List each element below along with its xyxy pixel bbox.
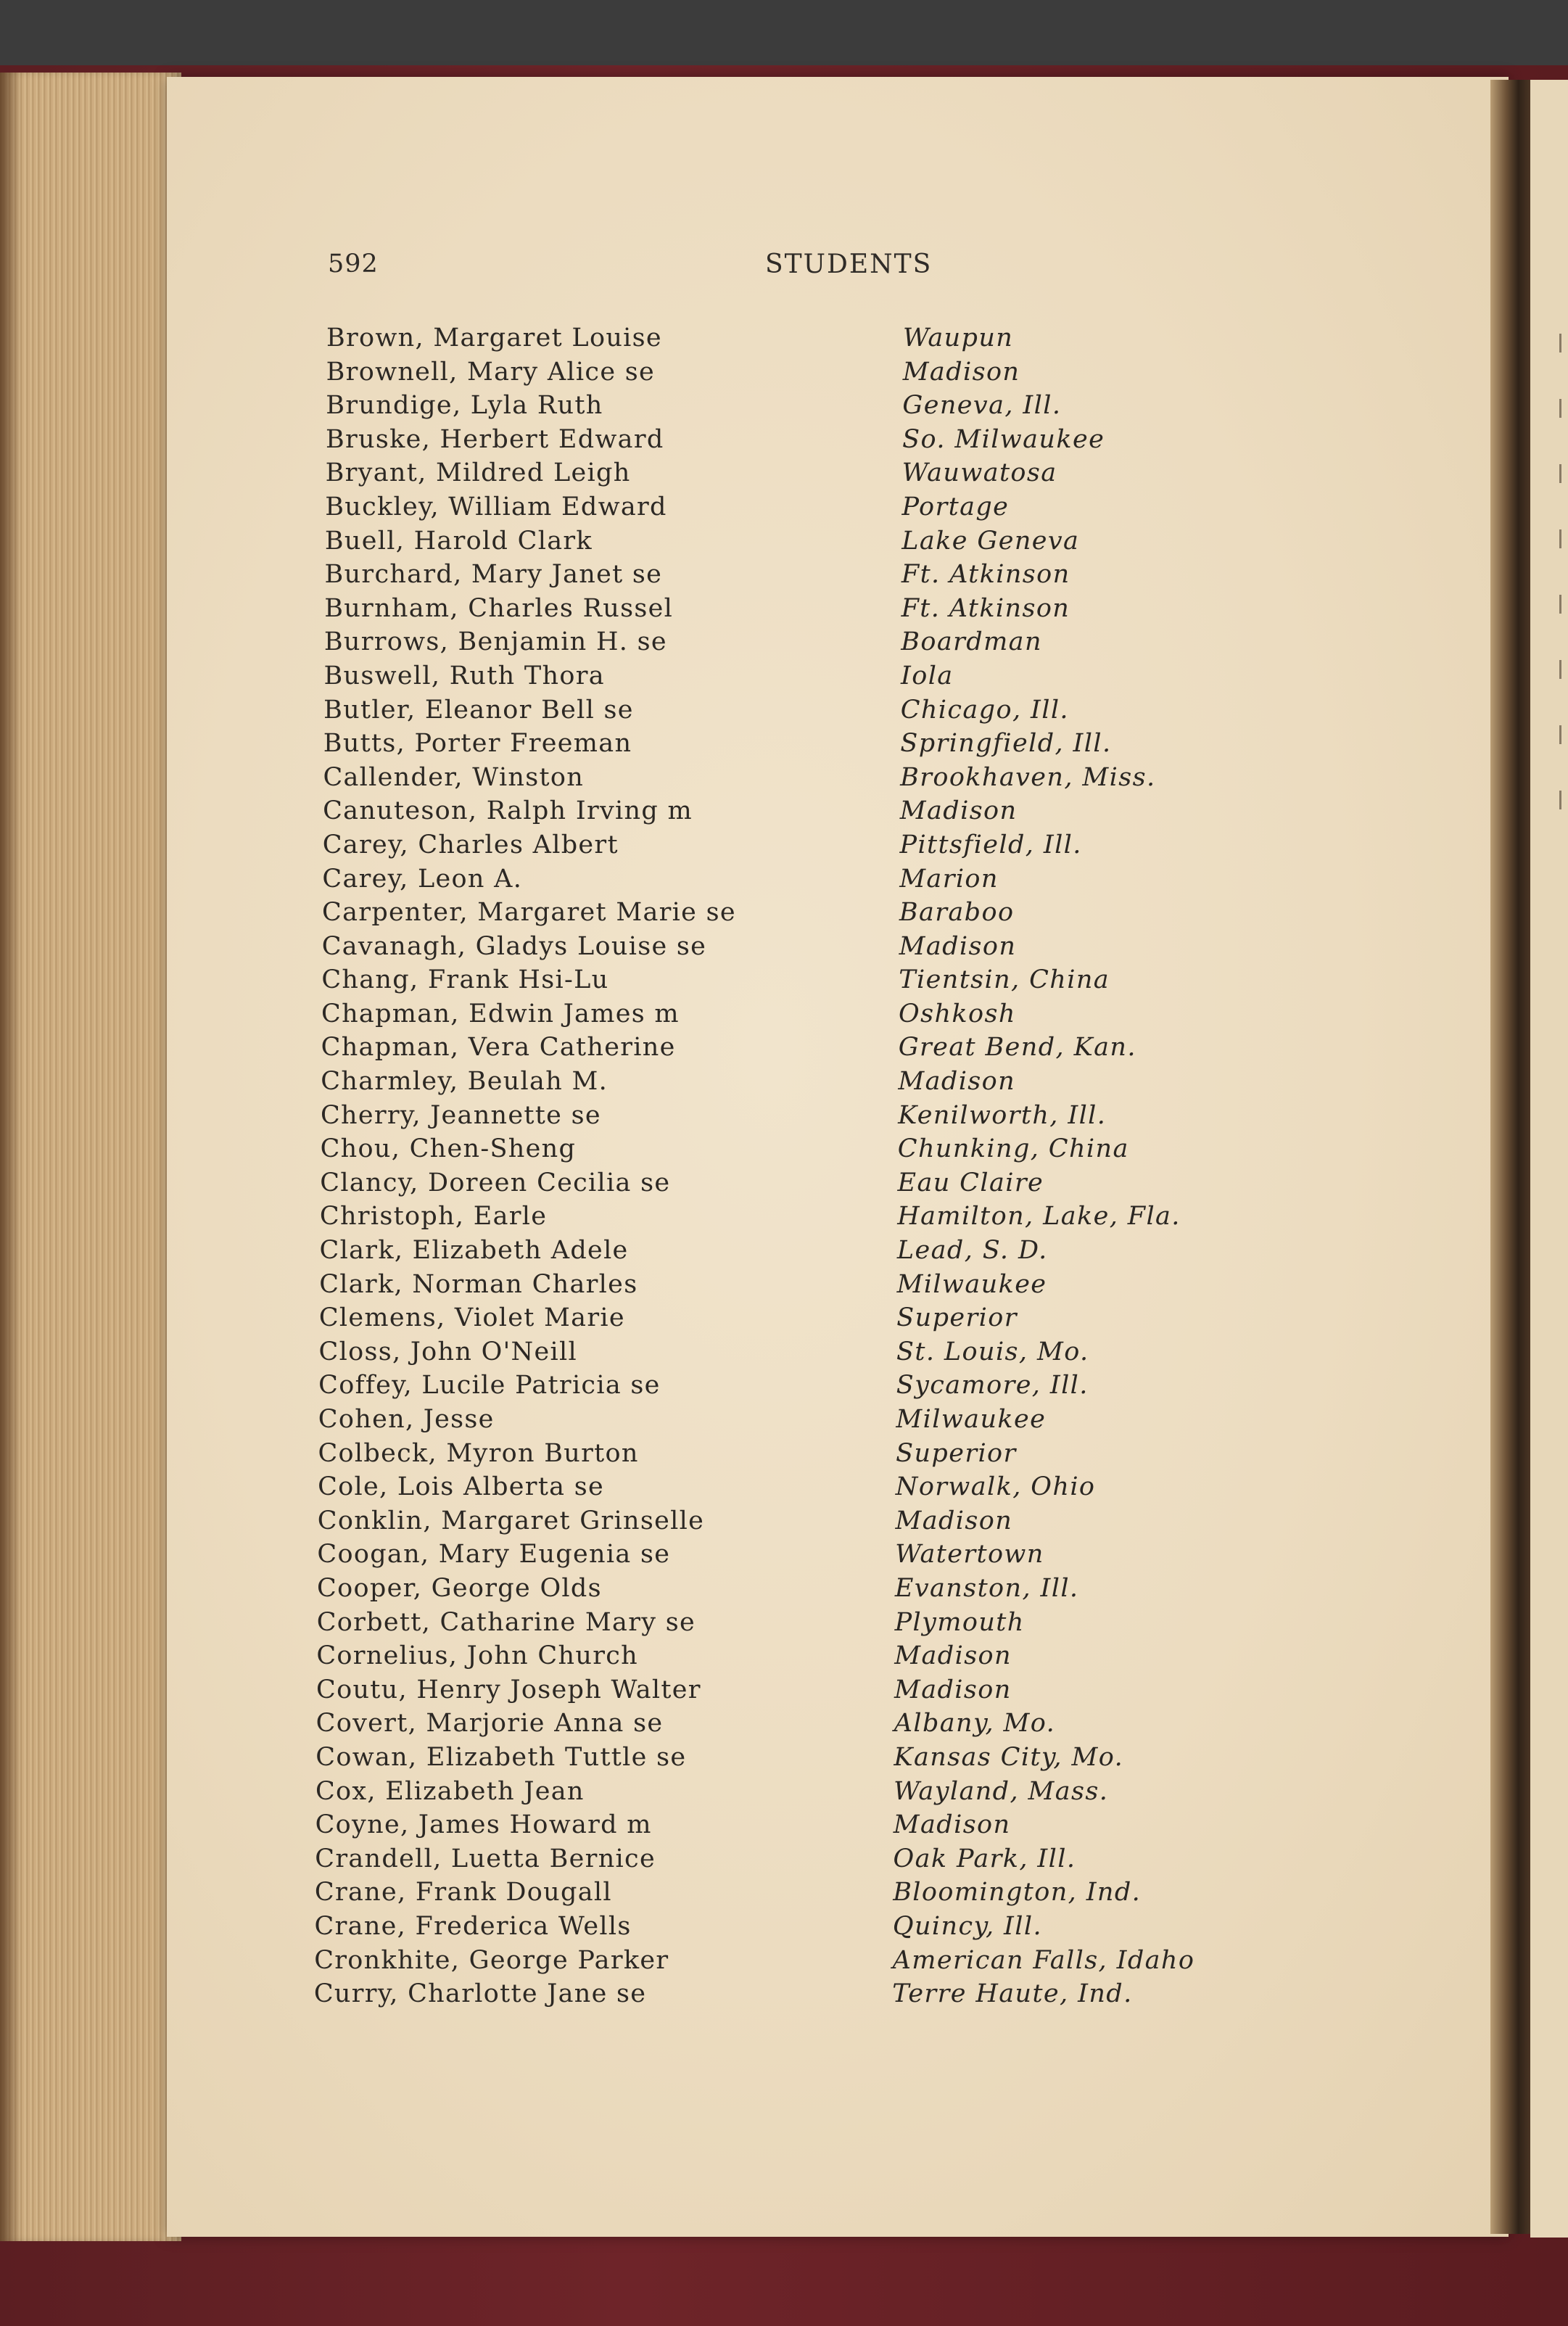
student-name: Cole, Lois Alberta se bbox=[318, 1472, 605, 1502]
student-name: Clark, Norman Charles bbox=[319, 1269, 638, 1299]
student-name: Cox, Elizabeth Jean bbox=[315, 1776, 585, 1806]
student-hometown: Brookhaven, Miss. bbox=[900, 762, 1156, 792]
student-name: Buckley, William Edward bbox=[325, 492, 667, 521]
student-entry bbox=[305, 1335, 1247, 1369]
student-entry bbox=[305, 693, 1247, 727]
student-entry bbox=[305, 828, 1247, 862]
student-entry bbox=[305, 490, 1247, 524]
student-hometown: Quincy, Ill. bbox=[892, 1911, 1042, 1941]
student-hometown: Great Bend, Kan. bbox=[898, 1033, 1136, 1063]
student-name: Clark, Elizabeth Adele bbox=[319, 1236, 629, 1266]
student-name: Canuteson, Ralph Irving m bbox=[323, 796, 693, 826]
student-name: Carey, Leon A. bbox=[322, 864, 523, 894]
student-hometown: Madison bbox=[893, 1810, 1011, 1840]
student-list bbox=[305, 321, 1247, 2011]
facing-page-mark bbox=[1559, 660, 1561, 679]
student-hometown: Milwaukee bbox=[896, 1405, 1047, 1434]
student-hometown: Madison bbox=[902, 357, 1020, 387]
student-hometown: So. Milwaukee bbox=[902, 424, 1105, 454]
student-entry bbox=[305, 389, 1247, 423]
student-hometown: Marion bbox=[899, 864, 999, 894]
student-hometown: Terre Haute, Ind. bbox=[892, 1979, 1133, 2009]
student-name: Charmley, Beulah M. bbox=[321, 1067, 608, 1097]
student-hometown: St. Louis, Mo. bbox=[896, 1337, 1089, 1366]
student-name: Christoph, Earle bbox=[319, 1202, 548, 1232]
student-entry bbox=[305, 1673, 1247, 1707]
student-entry bbox=[305, 1842, 1247, 1876]
student-hometown: American Falls, Idaho bbox=[892, 1945, 1195, 1975]
student-hometown: Bloomington, Ind. bbox=[893, 1878, 1142, 1908]
student-name: Crandell, Luetta Bernice bbox=[315, 1844, 656, 1873]
page-edges bbox=[0, 73, 181, 2241]
student-entry bbox=[305, 997, 1247, 1031]
student-hometown: Madison bbox=[898, 1067, 1016, 1097]
student-name: Colbeck, Myron Burton bbox=[318, 1438, 639, 1468]
facing-page-mark bbox=[1559, 595, 1561, 614]
student-name: Bruske, Herbert Edward bbox=[325, 424, 664, 454]
student-entry bbox=[305, 355, 1247, 389]
student-entry bbox=[305, 1504, 1247, 1538]
student-entry bbox=[305, 1910, 1247, 1944]
student-hometown: Madison bbox=[895, 1506, 1013, 1535]
student-name: Closs, John O'Neill bbox=[318, 1337, 577, 1366]
student-entry bbox=[305, 1538, 1247, 1572]
student-hometown: Madison bbox=[899, 931, 1017, 961]
student-entry bbox=[305, 1572, 1247, 1606]
student-entry bbox=[305, 1065, 1247, 1099]
student-entry bbox=[305, 625, 1247, 659]
student-name: Burrows, Benjamin H. se bbox=[323, 627, 667, 657]
book-gutter bbox=[1490, 80, 1530, 2234]
student-entry bbox=[305, 794, 1247, 828]
student-hometown: Sycamore, Ill. bbox=[896, 1371, 1089, 1401]
student-entry bbox=[305, 727, 1247, 761]
student-hometown: Waupun bbox=[903, 323, 1014, 352]
student-hometown: Tientsin, China bbox=[899, 965, 1110, 995]
student-hometown: Kenilworth, Ill. bbox=[898, 1100, 1107, 1130]
student-entry bbox=[305, 862, 1247, 896]
student-hometown: Oak Park, Ill. bbox=[893, 1844, 1076, 1873]
student-entry bbox=[305, 1808, 1247, 1842]
facing-page-edge bbox=[1530, 80, 1568, 2238]
student-hometown: Milwaukee bbox=[896, 1269, 1047, 1299]
student-name: Coogan, Mary Eugenia se bbox=[317, 1540, 671, 1570]
student-name: Cavanagh, Gladys Louise se bbox=[321, 931, 707, 961]
student-entry bbox=[305, 1944, 1247, 1978]
student-hometown: Pittsfield, Ill. bbox=[899, 830, 1082, 859]
student-entry bbox=[305, 659, 1247, 693]
student-entry bbox=[305, 1977, 1247, 2011]
student-name: Covert, Marjorie Anna se bbox=[315, 1709, 664, 1739]
student-name: Brundige, Lyla Ruth bbox=[326, 391, 603, 421]
student-hometown: Superior bbox=[896, 1438, 1017, 1468]
student-name: Butts, Porter Freeman bbox=[323, 729, 632, 759]
student-name: Conklin, Margaret Grinselle bbox=[317, 1506, 705, 1535]
student-entry bbox=[305, 1301, 1247, 1335]
student-entry bbox=[305, 423, 1247, 457]
student-hometown: Chicago, Ill. bbox=[900, 695, 1069, 725]
page-number: 592 bbox=[328, 249, 379, 279]
student-name: Bryant, Mildred Leigh bbox=[325, 458, 631, 488]
student-entry bbox=[305, 558, 1247, 592]
student-hometown: Albany, Mo. bbox=[894, 1709, 1056, 1739]
student-entry bbox=[305, 1200, 1247, 1234]
student-entry bbox=[305, 963, 1247, 997]
student-hometown: Wayland, Mass. bbox=[894, 1776, 1109, 1806]
student-entry bbox=[305, 930, 1247, 964]
facing-page-mark bbox=[1559, 529, 1561, 548]
student-entry bbox=[305, 456, 1247, 490]
student-hometown: Wauwatosa bbox=[901, 458, 1057, 488]
student-name: Coffey, Lucile Patricia se bbox=[318, 1371, 661, 1401]
student-hometown: Plymouth bbox=[894, 1607, 1025, 1637]
student-hometown: Kansas City, Mo. bbox=[894, 1742, 1124, 1772]
student-entry bbox=[305, 1775, 1247, 1809]
student-entry bbox=[305, 1132, 1247, 1166]
student-name: Coyne, James Howard m bbox=[315, 1810, 652, 1840]
student-entry bbox=[305, 524, 1247, 558]
facing-page-mark bbox=[1559, 464, 1561, 483]
student-hometown: Madison bbox=[899, 796, 1018, 826]
student-hometown: Hamilton, Lake, Fla. bbox=[897, 1202, 1181, 1232]
student-hometown: Madison bbox=[894, 1641, 1012, 1671]
student-hometown: Madison bbox=[894, 1675, 1012, 1704]
student-name: Coutu, Henry Joseph Walter bbox=[316, 1675, 701, 1704]
student-hometown: Watertown bbox=[895, 1540, 1044, 1570]
student-hometown: Ft. Atkinson bbox=[901, 593, 1070, 623]
student-hometown: Boardman bbox=[901, 627, 1042, 657]
student-entry bbox=[305, 896, 1247, 930]
student-entry bbox=[305, 592, 1247, 626]
student-name: Burchard, Mary Janet se bbox=[324, 560, 663, 590]
student-hometown: Baraboo bbox=[899, 898, 1015, 928]
student-entry bbox=[305, 1639, 1247, 1673]
student-entry bbox=[305, 1403, 1247, 1437]
facing-page-mark bbox=[1559, 791, 1561, 809]
student-hometown: Ft. Atkinson bbox=[901, 560, 1070, 590]
student-hometown: Chunking, China bbox=[897, 1134, 1129, 1164]
student-entry bbox=[305, 1741, 1247, 1775]
page-title: STUDENTS bbox=[765, 249, 933, 279]
student-entry bbox=[305, 1876, 1247, 1910]
student-entry bbox=[305, 321, 1247, 355]
student-name: Cherry, Jeannette se bbox=[320, 1100, 601, 1130]
student-entry bbox=[305, 1031, 1247, 1065]
student-name: Cornelius, John Church bbox=[316, 1641, 638, 1671]
student-hometown: Evanston, Ill. bbox=[894, 1573, 1079, 1603]
student-name: Callender, Winston bbox=[323, 762, 585, 792]
student-name: Chapman, Edwin James m bbox=[321, 999, 680, 1028]
student-entry bbox=[305, 1707, 1247, 1741]
student-entry bbox=[305, 1268, 1247, 1302]
student-entry bbox=[305, 1606, 1247, 1640]
student-name: Clancy, Doreen Cecilia se bbox=[320, 1168, 671, 1197]
student-hometown: Geneva, Ill. bbox=[902, 391, 1062, 421]
student-name: Chang, Frank Hsi-Lu bbox=[321, 965, 609, 995]
student-name: Butler, Eleanor Bell se bbox=[323, 695, 634, 725]
student-name: Carpenter, Margaret Marie se bbox=[322, 898, 736, 928]
facing-page-mark bbox=[1559, 725, 1561, 744]
student-hometown: Norwalk, Ohio bbox=[895, 1472, 1096, 1502]
student-name: Chapman, Vera Catherine bbox=[321, 1033, 676, 1063]
student-entry bbox=[305, 1099, 1247, 1133]
student-name: Carey, Charles Albert bbox=[322, 830, 619, 859]
facing-page-mark bbox=[1559, 399, 1561, 418]
student-entry bbox=[305, 761, 1247, 795]
student-name: Cowan, Elizabeth Tuttle se bbox=[315, 1742, 687, 1772]
student-hometown: Lead, S. D. bbox=[896, 1236, 1048, 1266]
student-hometown: Portage bbox=[901, 492, 1010, 521]
student-entry bbox=[305, 1369, 1247, 1403]
facing-page-mark bbox=[1559, 334, 1561, 352]
student-name: Corbett, Catharine Mary se bbox=[316, 1607, 696, 1637]
student-name: Curry, Charlotte Jane se bbox=[313, 1979, 647, 2009]
student-name: Buswell, Ruth Thora bbox=[323, 661, 605, 690]
student-hometown: Lake Geneva bbox=[901, 526, 1080, 556]
student-hometown: Oshkosh bbox=[899, 999, 1016, 1028]
student-entry bbox=[305, 1470, 1247, 1504]
student-hometown: Iola bbox=[901, 661, 954, 690]
student-entry bbox=[305, 1166, 1247, 1200]
student-name: Cronkhite, George Parker bbox=[314, 1945, 669, 1975]
student-name: Brownell, Mary Alice se bbox=[326, 357, 656, 387]
student-name: Cooper, George Olds bbox=[317, 1573, 602, 1603]
student-entry bbox=[305, 1234, 1247, 1268]
student-name: Crane, Frederica Wells bbox=[314, 1911, 632, 1941]
student-hometown: Eau Claire bbox=[897, 1168, 1044, 1197]
student-name: Cohen, Jesse bbox=[318, 1405, 495, 1434]
student-name: Buell, Harold Clark bbox=[324, 526, 593, 556]
student-name: Burnham, Charles Russel bbox=[324, 593, 674, 623]
student-hometown: Superior bbox=[896, 1303, 1018, 1333]
student-hometown: Springfield, Ill. bbox=[900, 729, 1112, 759]
student-name: Crane, Frank Dougall bbox=[314, 1878, 612, 1908]
student-entry bbox=[305, 1437, 1247, 1471]
student-name: Brown, Margaret Louise bbox=[326, 323, 662, 352]
student-name: Chou, Chen-Sheng bbox=[320, 1134, 577, 1164]
student-name: Clemens, Violet Marie bbox=[318, 1303, 625, 1333]
